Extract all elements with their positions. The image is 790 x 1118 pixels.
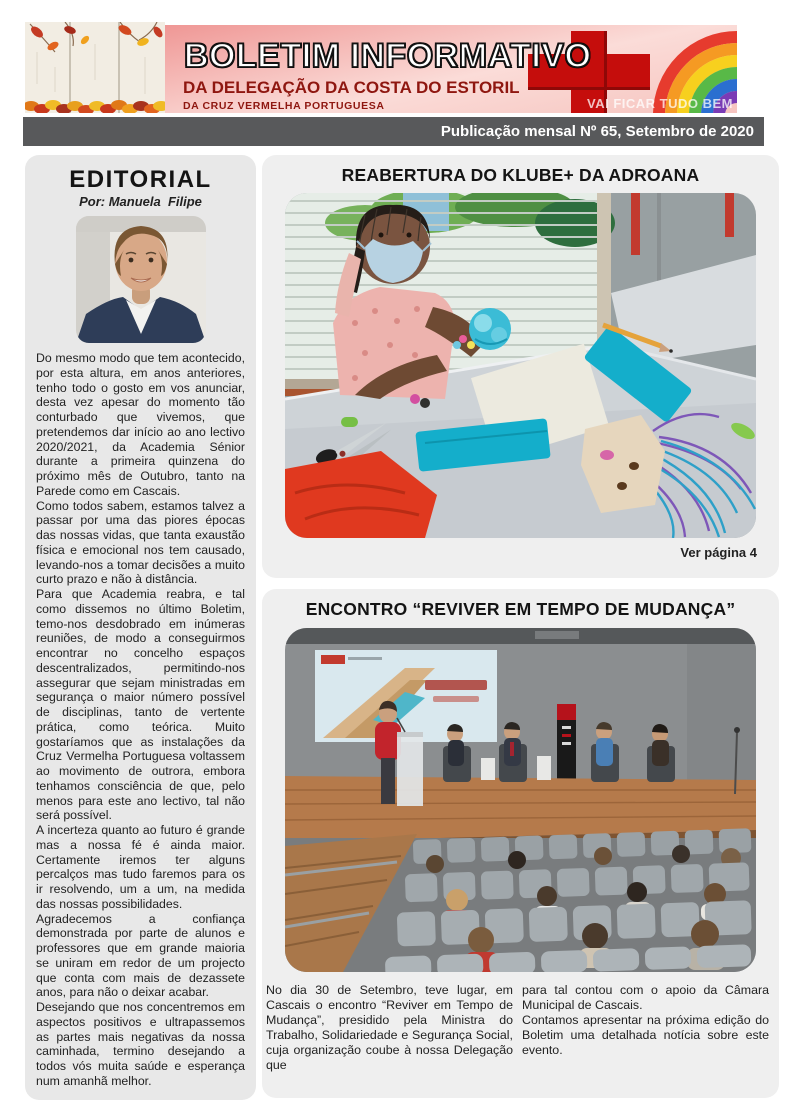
editorial-paragraph: Para que Academia reabra, e tal como dissemos no último Boletim, temo-nos desdobrado em inúmeras reuniões, de modo a conseguirmos encontrar no concelho espaços descentralizados, permitindo-nos assegurar que sejam ministradas em segurança o maior número possível de disciplinas, tanto de vertente prática, como teórica. Muito gostaríamos que as instalações da Cruz Vermelha Portuguesa voltassem ao movimento de outrora, embora tenhamos consciência de que, pelo menos para este ano lectivo, tal não será possível.: [36, 587, 245, 823]
article-encontro-title: ENCONTRO “REVIVER EM TEMPO DE MUDANÇA”: [305, 599, 736, 619]
article-klube-photo: [285, 193, 756, 538]
article-encontro-panel: [262, 589, 779, 1098]
encontro-paragraph: Contamos apresentar na próxima edição do Boletim uma detalhada notícia sobre este evento.: [522, 1013, 769, 1057]
rainbow-caption: VAI FICAR TUDO BEM: [587, 96, 733, 111]
article-klube-title: REABERTURA DO KLUBE+ DA ADROANA: [341, 165, 700, 185]
auditorium-illustration: [285, 628, 756, 972]
projection-screen: [315, 650, 497, 742]
editorial-author-photo: [76, 216, 206, 343]
editorial-heading: EDITORIAL: [69, 166, 212, 193]
autumn-leaves-image: [25, 22, 165, 113]
editorial-paragraph: A incerteza quanto ao futuro é grande mas a nossa fé é ainda maior. Certamente iremos ter alguns percalços mas tudo faremos para os ir resolvendo, um a um, na medida das nossas possibilidades.: [36, 823, 245, 911]
encontro-column-1: [266, 983, 513, 1073]
author-portrait-illustration: [76, 216, 206, 343]
article-encontro-body: [266, 983, 775, 1073]
tulle-flower: [469, 308, 511, 350]
editorial-panel: [25, 155, 256, 1100]
editorial-body-text: [25, 351, 256, 1089]
issue-info-bar: Publicação mensal Nº 65, Setembro de 2020: [23, 117, 764, 146]
masthead-banner: [165, 25, 737, 113]
encontro-paragraph: No dia 30 de Setembro, teve lugar, em Cascais o encontro “Reviver em Tempo de Mudança”, presidido pela Ministra do Trabalho, Solidariedade e Segurança Social, cuja organização coube à nossa Delegação que: [266, 983, 513, 1072]
craft-scene-illustration: [285, 193, 756, 538]
newsletter-subtitle: DA DELEGAÇÃO DA COSTA DO ESTORIL: [183, 78, 520, 97]
editorial-paragraph: Desejando que nos concentremos em aspectos positivos e ultrapassemos as partes mais negativas da nossa caminhada, termino desejando a todos vós muita saúde e esperança num amanhã melhor.: [36, 1000, 245, 1088]
encontro-paragraph: para tal contou com o apoio da Câmara Municipal de Cascais.: [522, 983, 769, 1012]
editorial-paragraph: Do mesmo modo que tem acontecido, por esta altura, em anos anteriores, tenho todo o gosto em vos anunciar, desta vez apesar do momento tão conturbado que vivemos, que pretendemos dar início ao ano lectivo 2020/2021, da Academia Sénior durante a primeira quinzena do próximo mês de Outubro, tanto na Parede como em Cascais.: [36, 351, 245, 498]
editorial-byline: Por: Manuela Filipe: [79, 194, 202, 209]
editorial-paragraph: Agradecemos a confiança demonstrada por parte de alunos e professores que em grande maioria se uniram em redor de um projecto que conta com mais de dezassete anos, para não o deixar acabar.: [36, 911, 245, 1000]
encontro-column-2: [522, 983, 769, 1073]
newsletter-organization: DA CRUZ VERMELHA PORTUGUESA: [183, 100, 385, 112]
newsletter-title: BOLETIM INFORMATIVO: [184, 37, 592, 75]
article-encontro-photo: [285, 628, 756, 972]
autumn-leaves-illustration: [25, 22, 165, 113]
rollup-banner: [557, 704, 576, 782]
article-klube-panel: [262, 155, 779, 578]
see-page-4-link[interactable]: Ver página 4: [680, 545, 757, 560]
editorial-paragraph: Como todos sabem, estamos talvez a passar por uma das piores épocas das nossas vidas, que tanta exaustão física e emocional nos tem causado, levando-nos a tomar decisões a muito curto prazo e não à distância.: [36, 498, 245, 587]
